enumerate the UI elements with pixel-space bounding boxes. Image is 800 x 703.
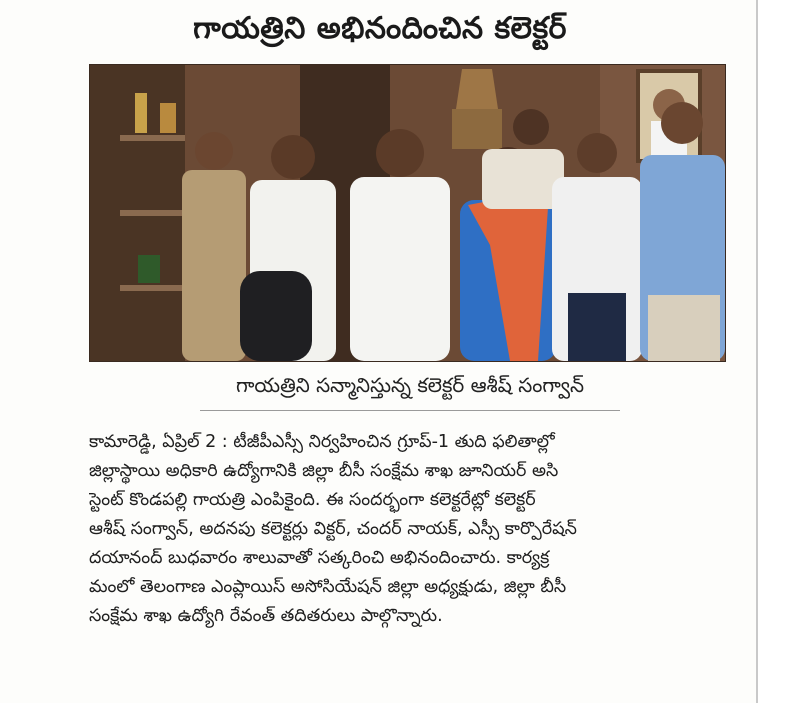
- page-margin-strip: [756, 0, 800, 703]
- article-body: [89, 428, 719, 631]
- next-headline-fragment: [220, 690, 420, 703]
- plant-pot: [138, 255, 160, 283]
- shelf-2: [120, 210, 185, 216]
- trophy-1: [135, 93, 147, 133]
- photo-caption: గాయత్రిని సన్మానిస్తున్న కలెక్టర్ ఆశీష్ సంగ్వాన్: [235, 373, 585, 397]
- photo-illustration: [90, 65, 725, 361]
- emblem: [456, 69, 498, 109]
- body-line: దయానంద్ బుధవారం శాలువాతో సత్కరించి అభినందించారు. కార్యక్ర: [89, 548, 550, 568]
- article-photo: [89, 64, 726, 362]
- article-headline: గాయత్రిని అభినందించిన కలెక్టర్: [193, 11, 567, 46]
- office-chair: [240, 271, 312, 361]
- cropped-text-top: [220, 690, 420, 703]
- body-line: కామారెడ్డి, ఏప్రిల్ 2 : టీజీపీఎస్సీ నిర్వహించిన గ్రూప్-1 తుది ఫలితాల్లో: [89, 432, 555, 452]
- shelf-1: [120, 135, 185, 141]
- body-line: స్టెంట్ కొండపల్లి గాయత్రి ఎంపికైంది. ఈ సందర్భంగా కలెక్టరేట్లో కలెక్టర్: [89, 490, 536, 510]
- body-line: ఆశీష్ సంగ్వాన్, అదనపు కలెక్టర్లు విక్టర్, చందర్ నాయక్, ఎస్సీ కార్పొరేషన్: [89, 519, 577, 539]
- trophy-2: [160, 103, 176, 133]
- body-line: సంక్షేమ శాఖ ఉద్యోగి రేవంత్ తదితరులు పాల్గొన్నారు.: [89, 606, 443, 626]
- caption-divider: [200, 410, 620, 411]
- body-line: మంలో తెలంగాణ ఎంప్లాయిస్ అసోసియేషన్ జిల్లా అధ్యక్షుడు, జిల్లా బీసీ: [89, 577, 567, 597]
- body-line: జిల్లాస్థాయి అధికారి ఉద్యోగానికి జిల్లా బీసీ సంక్షేమ శాఖ జూనియర్ అసి: [89, 461, 559, 481]
- emblem-base: [452, 109, 502, 149]
- shelf-3: [120, 285, 185, 291]
